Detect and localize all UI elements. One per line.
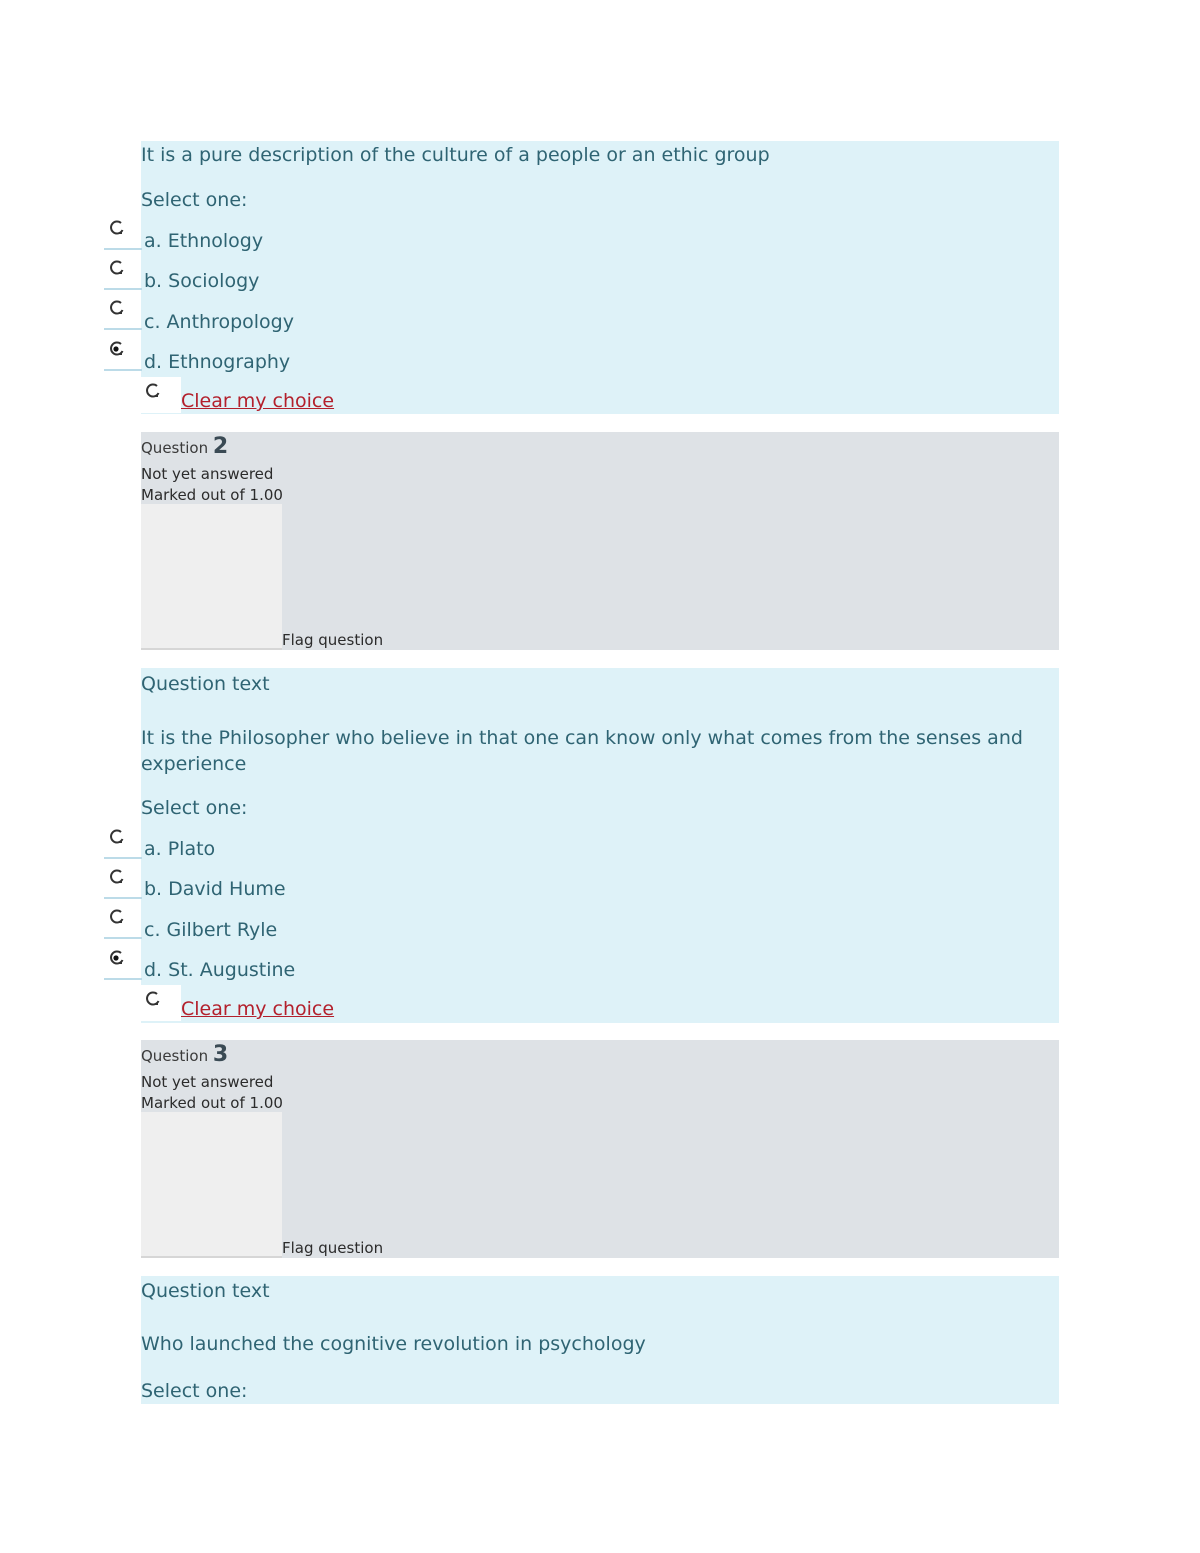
radio-unselected-icon (107, 258, 127, 278)
question-2-text: It is the Philosopher who believe in that one can know only what comes from the senses and experience (141, 727, 1023, 775)
question-2-option-d-radio[interactable] (104, 948, 142, 980)
radio-underline (104, 937, 142, 939)
radio-unselected-icon (143, 381, 163, 401)
question-2-status: Not yet answered (141, 465, 274, 483)
question-1-option-b-label[interactable]: b. Sociology (144, 270, 260, 292)
radio-unselected-icon (107, 867, 127, 887)
question-1-option-a-radio[interactable] (104, 218, 142, 250)
question-2-text-heading: Question text (141, 673, 270, 695)
question-3-select-label: Select one: (141, 1380, 248, 1402)
question-2-flag-area (141, 504, 282, 650)
question-2-clear-choice-radio[interactable] (141, 985, 181, 1021)
question-1-option-c-label[interactable]: c. Anthropology (144, 311, 294, 333)
radio-underline (104, 328, 142, 330)
question-2-option-a-radio[interactable] (104, 827, 142, 859)
question-3-status: Not yet answered (141, 1073, 274, 1091)
question-3-marks: Marked out of 1.00 (141, 1094, 283, 1112)
radio-underline (104, 897, 142, 899)
question-3-info (141, 1040, 1059, 1258)
question-3-content (141, 1276, 1059, 1404)
question-number: 2 (212, 434, 229, 459)
radio-unselected-icon (107, 218, 127, 238)
question-3-heading (141, 1044, 228, 1067)
radio-underline (104, 978, 142, 980)
question-1-option-d-radio[interactable] (104, 339, 142, 371)
radio-unselected-icon (107, 907, 127, 927)
radio-selected-icon (107, 339, 127, 359)
radio-underline (104, 248, 142, 250)
question-number: 3 (212, 1042, 229, 1067)
question-2-select-label: Select one: (141, 797, 248, 819)
question-3-flag-button[interactable]: Flag question (282, 1239, 384, 1257)
question-2-option-c-radio[interactable] (104, 907, 142, 939)
question-3-text-heading: Question text (141, 1280, 270, 1302)
question-1-clear-choice-radio[interactable] (141, 377, 181, 413)
question-1-option-b-radio[interactable] (104, 258, 142, 290)
question-1-select-label: Select one: (141, 189, 248, 211)
radio-selected-icon (107, 948, 127, 968)
radio-unselected-icon (143, 989, 163, 1009)
question-2-option-c-label[interactable]: c. Gilbert Ryle (144, 919, 278, 941)
question-2-flag-button[interactable]: Flag question (282, 631, 384, 649)
question-2-option-b-radio[interactable] (104, 867, 142, 899)
radio-underline (104, 369, 142, 371)
question-3-flag-area (141, 1112, 282, 1258)
question-1-option-c-radio[interactable] (104, 298, 142, 330)
question-label: Question (141, 439, 209, 457)
question-2-content (141, 668, 1059, 1023)
question-2-option-d-label[interactable]: d. St. Augustine (144, 959, 296, 981)
radio-underline (104, 857, 142, 859)
radio-unselected-icon (107, 827, 127, 847)
question-2-info (141, 432, 1059, 650)
question-2-marks: Marked out of 1.00 (141, 486, 283, 504)
question-2-heading (141, 436, 228, 459)
question-1-option-d-label[interactable]: d. Ethnography (144, 351, 291, 373)
question-label: Question (141, 1047, 209, 1065)
question-2-option-a-label[interactable]: a. Plato (144, 838, 216, 860)
question-3-text: Who launched the cognitive revolution in psychology (141, 1333, 646, 1355)
question-1-option-a-label[interactable]: a. Ethnology (144, 230, 264, 252)
question-2-option-b-label[interactable]: b. David Hume (144, 878, 286, 900)
question-1-content (141, 141, 1059, 414)
question-1-text: It is a pure description of the culture of a people or an ethic group (141, 144, 770, 166)
question-1-clear-choice-link[interactable]: Clear my choice (181, 390, 335, 412)
radio-underline (104, 288, 142, 290)
question-2-clear-choice-link[interactable]: Clear my choice (181, 998, 335, 1020)
radio-unselected-icon (107, 298, 127, 318)
